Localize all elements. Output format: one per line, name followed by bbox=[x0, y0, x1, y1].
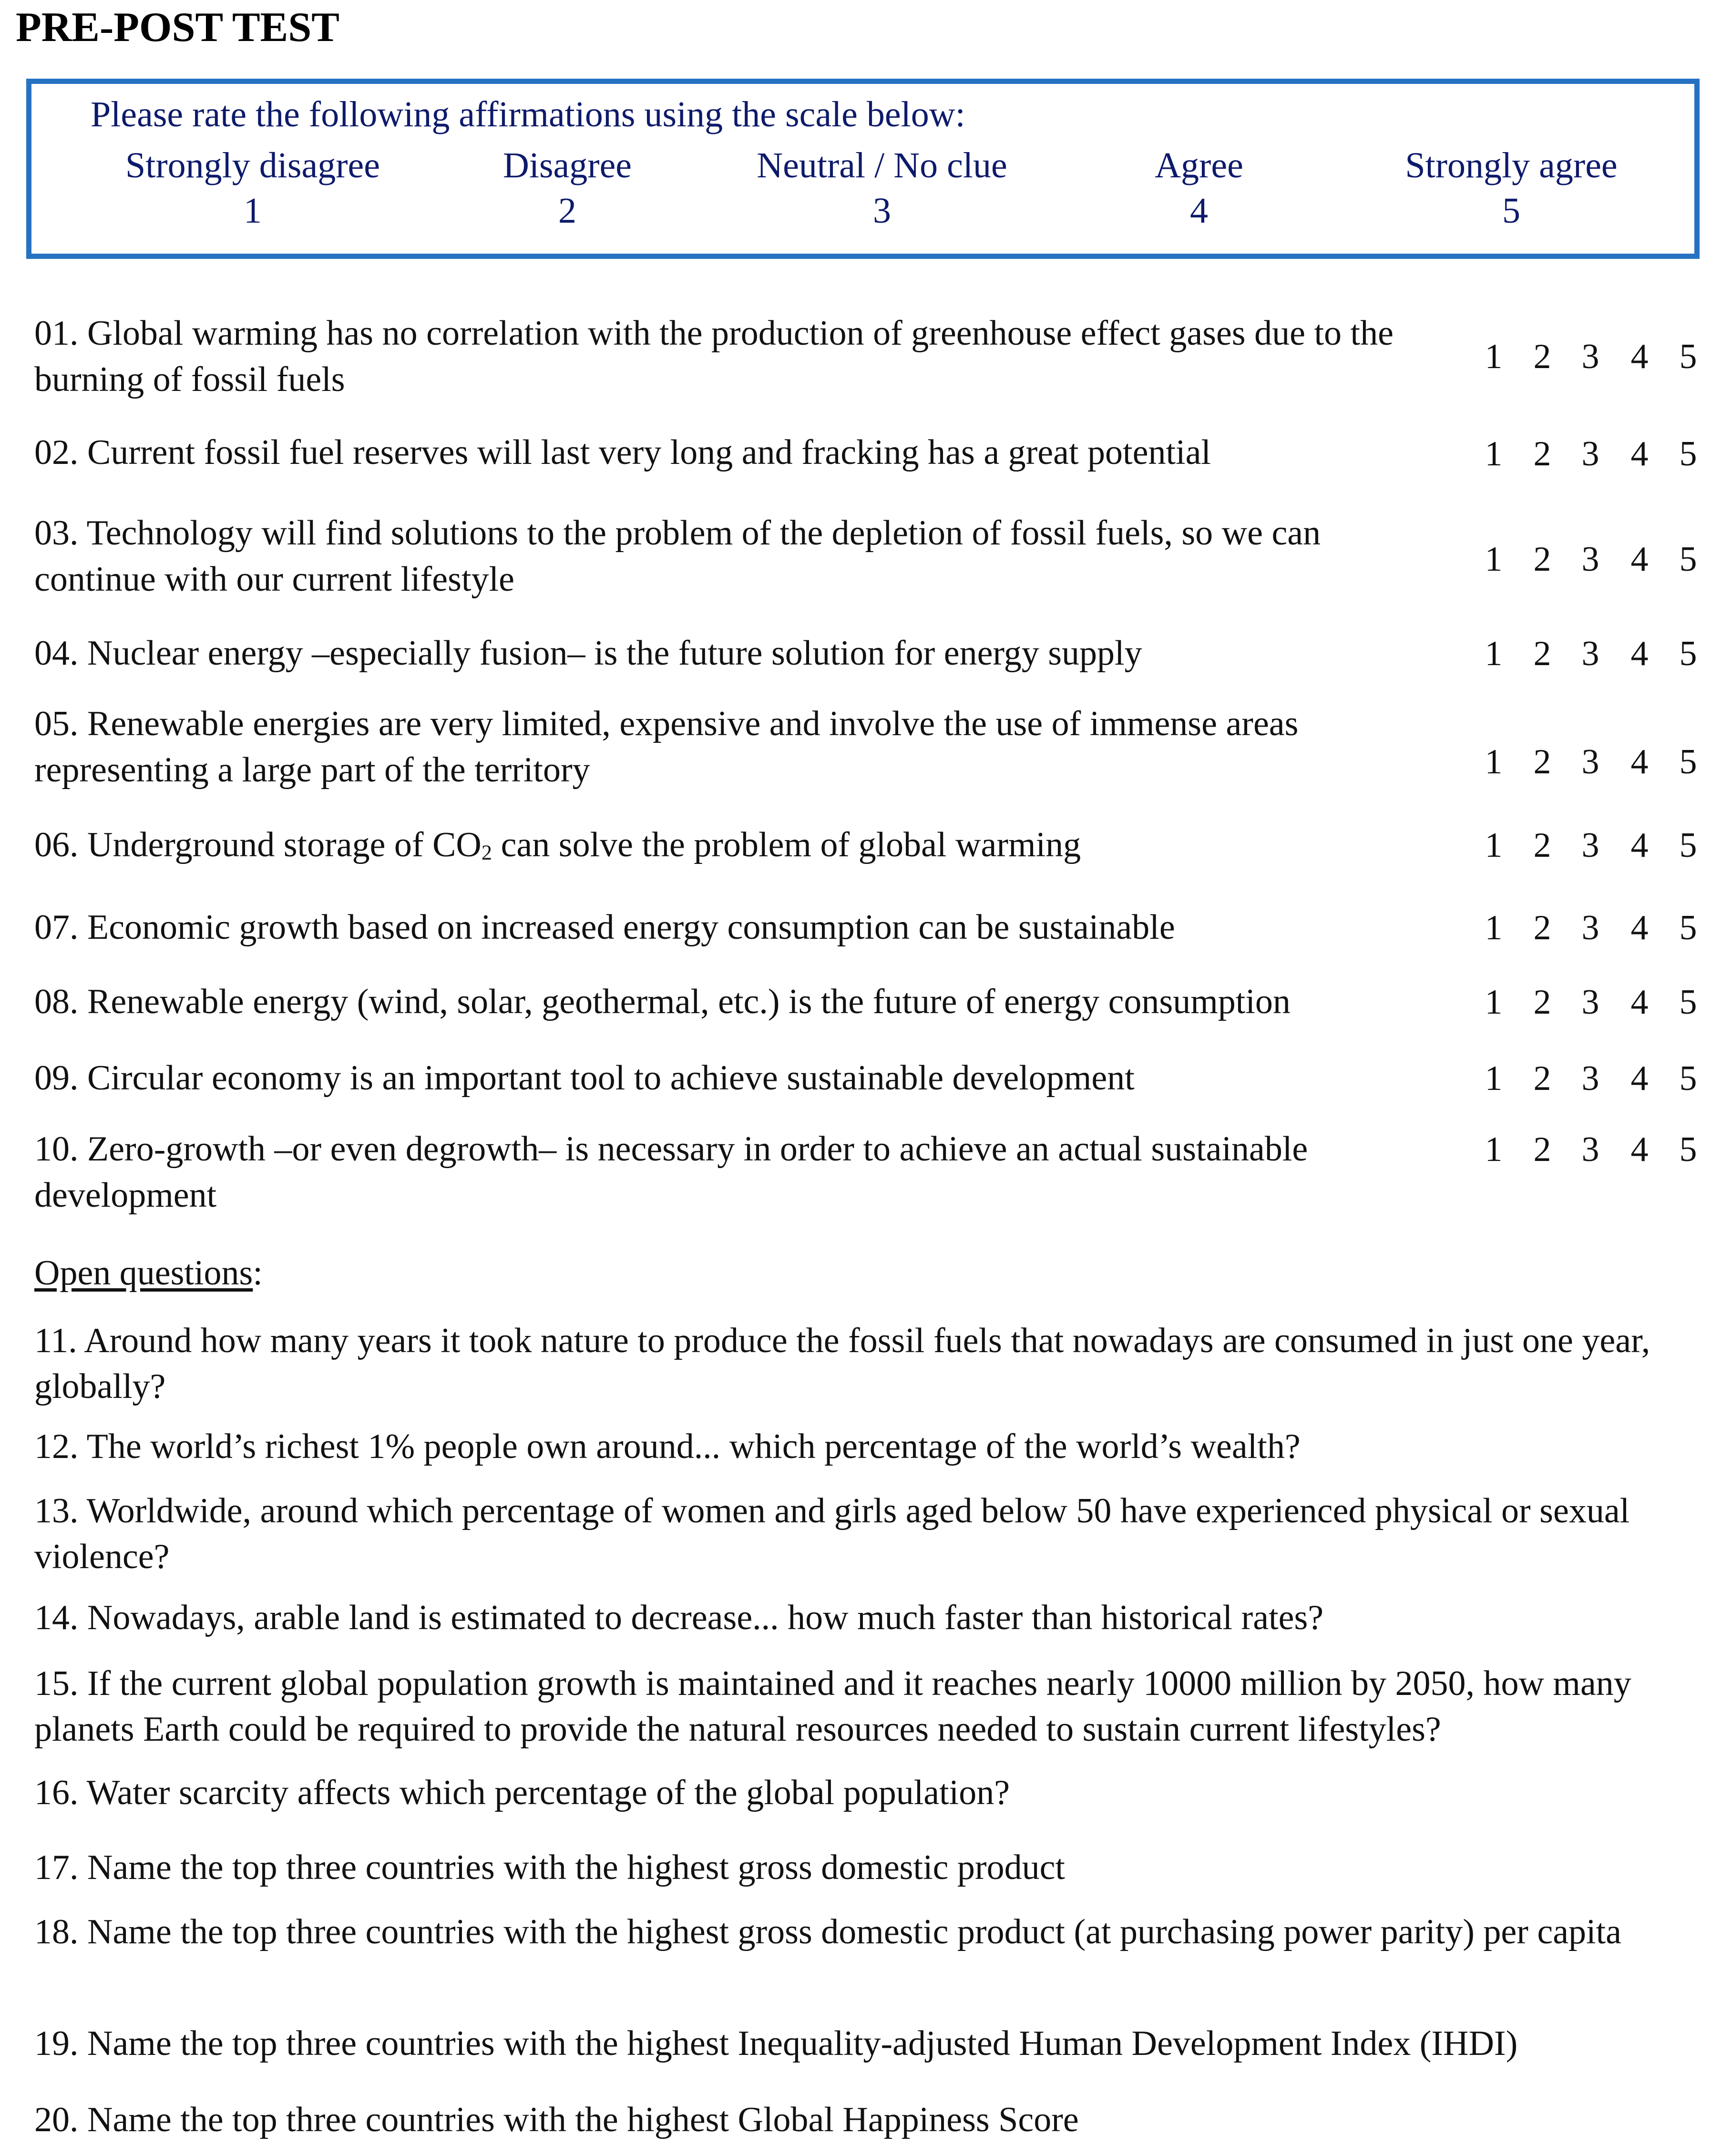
open-questions-heading-text: Open questions bbox=[34, 1253, 253, 1293]
scale-option-disagree bbox=[400, 143, 734, 234]
rating-option-5[interactable]: 5 bbox=[1679, 634, 1697, 673]
item-number: 12. bbox=[34, 1427, 79, 1466]
affirmation-03 bbox=[34, 510, 1417, 603]
item-number: 17. bbox=[34, 1848, 79, 1887]
affirmation-07 bbox=[34, 904, 1417, 951]
item-number: 01. bbox=[34, 314, 79, 353]
item-text: Current fossil fuel reserves will last very long and fracking has a great potential bbox=[87, 433, 1211, 472]
scale-value: 4 bbox=[1190, 191, 1208, 231]
open-question-15 bbox=[34, 1661, 1712, 1752]
rating-option-3[interactable]: 3 bbox=[1581, 337, 1599, 376]
scale-label: Agree bbox=[1155, 145, 1243, 185]
item-text: Economic growth based on increased energy consumption can be sustainable bbox=[87, 908, 1175, 947]
rating-row-07[interactable] bbox=[1476, 909, 1723, 947]
item-text: The world’s richest 1% people own around... which percentage of the world’s wealth? bbox=[86, 1427, 1301, 1466]
rating-option-2[interactable]: 2 bbox=[1533, 826, 1551, 865]
rating-option-1[interactable]: 1 bbox=[1485, 1059, 1503, 1098]
rating-option-1[interactable]: 1 bbox=[1485, 826, 1503, 865]
rating-option-3[interactable]: 3 bbox=[1581, 908, 1599, 947]
item-number: 19. bbox=[34, 2024, 79, 2063]
item-number: 06. bbox=[34, 825, 79, 864]
rating-option-5[interactable]: 5 bbox=[1679, 1059, 1697, 1098]
open-question-11 bbox=[34, 1318, 1712, 1409]
item-text: Circular economy is an important tool to achieve sustainable development bbox=[87, 1058, 1135, 1098]
item-number: 20. bbox=[34, 2100, 79, 2139]
item-number: 09. bbox=[34, 1058, 79, 1098]
item-text: Underground storage of CO bbox=[87, 825, 482, 864]
rating-option-2[interactable]: 2 bbox=[1533, 983, 1551, 1022]
item-number: 10. bbox=[34, 1129, 79, 1169]
item-text: Technology will find solutions to the problem of the depletion of fossil fuels, so we can continue with our current lifestyle bbox=[34, 513, 1321, 599]
rating-option-4[interactable]: 4 bbox=[1630, 908, 1649, 947]
item-text: Name the top three countries with the highest Global Happiness Score bbox=[87, 2100, 1079, 2139]
affirmation-05 bbox=[34, 701, 1417, 793]
item-text: Name the top three countries with the highest gross domestic product bbox=[87, 1848, 1065, 1887]
item-text: Nowadays, arable land is estimated to decrease... how much faster than historical rates? bbox=[87, 1598, 1324, 1637]
item-text: Renewable energies are very limited, expensive and involve the use of immense areas representing a large part of the territory bbox=[34, 704, 1299, 790]
open-question-17 bbox=[34, 1845, 1712, 1890]
scale-label: Strongly disagree bbox=[125, 145, 380, 185]
affirmation-04 bbox=[34, 630, 1417, 677]
scale-value: 5 bbox=[1502, 191, 1520, 231]
rating-option-1[interactable]: 1 bbox=[1485, 742, 1503, 781]
scale-option-neutral bbox=[715, 143, 1049, 234]
open-questions-heading bbox=[34, 1252, 263, 1294]
item-text: Renewable energy (wind, solar, geothermal, etc.) is the future of energy consumption bbox=[87, 982, 1291, 1021]
item-number: 14. bbox=[34, 1598, 79, 1637]
item-text: Around how many years it took nature to produce the fossil fuels that nowadays are consumed in just one year, globally? bbox=[34, 1321, 1650, 1406]
scale-option-strongly-agree bbox=[1344, 143, 1678, 234]
rating-option-1[interactable]: 1 bbox=[1485, 634, 1503, 673]
scale-label: Disagree bbox=[502, 145, 632, 185]
item-number: 16. bbox=[34, 1773, 79, 1812]
item-text: Zero-growth –or even degrowth– is necessary in order to achieve an actual sustainable development bbox=[34, 1129, 1308, 1215]
rating-option-5[interactable]: 5 bbox=[1679, 540, 1697, 579]
rating-option-2[interactable]: 2 bbox=[1533, 908, 1551, 947]
rating-option-1[interactable]: 1 bbox=[1485, 1130, 1503, 1169]
item-text: Water scarcity affects which percentage of the global population? bbox=[86, 1773, 1010, 1812]
open-question-13 bbox=[34, 1488, 1712, 1580]
rating-option-3[interactable]: 3 bbox=[1581, 634, 1599, 673]
rating-option-5[interactable]: 5 bbox=[1679, 983, 1697, 1022]
page-title: PRE-POST TEST bbox=[16, 4, 339, 51]
rating-option-4[interactable]: 4 bbox=[1630, 634, 1649, 673]
affirmation-01 bbox=[34, 310, 1417, 403]
scale-label: Neutral / No clue bbox=[757, 145, 1007, 185]
scale-option-agree bbox=[1032, 143, 1366, 234]
item-number: 18. bbox=[34, 1912, 79, 1951]
rating-option-4[interactable]: 4 bbox=[1630, 983, 1649, 1022]
rating-row-08[interactable] bbox=[1476, 983, 1723, 1021]
rating-row-02[interactable] bbox=[1476, 435, 1723, 473]
rating-option-1[interactable]: 1 bbox=[1485, 434, 1503, 473]
rating-row-04[interactable] bbox=[1476, 635, 1723, 673]
rating-option-3[interactable]: 3 bbox=[1581, 826, 1599, 865]
item-number: 02. bbox=[34, 433, 79, 472]
rating-row-03[interactable] bbox=[1476, 540, 1723, 578]
rating-option-3[interactable]: 3 bbox=[1581, 983, 1599, 1022]
item-text: Worldwide, around which percentage of women and girls aged below 50 have experienced physical or sexual violence? bbox=[34, 1491, 1630, 1576]
affirmation-08 bbox=[34, 979, 1465, 1025]
heading-colon: : bbox=[253, 1253, 263, 1293]
rating-option-4[interactable]: 4 bbox=[1630, 540, 1649, 579]
item-number: 13. bbox=[34, 1491, 79, 1530]
scale-label: Strongly agree bbox=[1405, 145, 1618, 185]
rating-row-09[interactable] bbox=[1476, 1059, 1723, 1098]
rating-option-2[interactable]: 2 bbox=[1533, 1059, 1551, 1098]
rating-option-5[interactable]: 5 bbox=[1679, 337, 1697, 376]
item-text: Nuclear energy –especially fusion– is the future solution for energy supply bbox=[87, 634, 1142, 673]
rating-option-1[interactable]: 1 bbox=[1485, 908, 1503, 947]
item-text: If the current global population growth is maintained and it reaches nearly 10000 million by 2050, how many planets Earth could be required to provide the natural resources needed to sustain current lifestyles? bbox=[34, 1664, 1631, 1749]
scale-value: 1 bbox=[244, 191, 262, 231]
scale-instructions: Please rate the following affirmations using the scale below: bbox=[91, 94, 965, 134]
rating-option-5[interactable]: 5 bbox=[1679, 434, 1697, 473]
rating-option-1[interactable]: 1 bbox=[1485, 983, 1503, 1022]
affirmation-10 bbox=[34, 1126, 1322, 1219]
rating-option-5[interactable]: 5 bbox=[1679, 826, 1697, 865]
rating-option-4[interactable]: 4 bbox=[1630, 434, 1649, 473]
rating-option-4[interactable]: 4 bbox=[1630, 826, 1649, 865]
rating-option-3[interactable]: 3 bbox=[1581, 540, 1599, 579]
rating-option-3[interactable]: 3 bbox=[1581, 1130, 1599, 1169]
scale-value: 2 bbox=[558, 191, 576, 231]
rating-option-2[interactable]: 2 bbox=[1533, 1130, 1551, 1169]
rating-option-4[interactable]: 4 bbox=[1630, 742, 1649, 781]
item-text: Global warming has no correlation with the production of greenhouse effect gases due to the burning of fossil fuels bbox=[34, 314, 1394, 399]
rating-option-3[interactable]: 3 bbox=[1581, 1059, 1599, 1098]
open-question-20 bbox=[34, 2097, 1712, 2143]
item-text: Name the top three countries with the highest Inequality-adjusted Human Development Index (IHDI) bbox=[87, 2024, 1518, 2063]
item-number: 15. bbox=[34, 1664, 79, 1703]
rating-option-2[interactable]: 2 bbox=[1533, 742, 1551, 781]
rating-option-5[interactable]: 5 bbox=[1679, 742, 1697, 781]
affirmation-06 bbox=[34, 822, 1417, 868]
item-text-continued: can solve the problem of global warming bbox=[492, 825, 1081, 864]
item-number: 08. bbox=[34, 982, 79, 1021]
item-number: 05. bbox=[34, 704, 79, 743]
subscript-2: 2 bbox=[481, 840, 492, 864]
rating-option-5[interactable]: 5 bbox=[1679, 1130, 1697, 1169]
rating-option-4[interactable]: 4 bbox=[1630, 337, 1649, 376]
rating-option-5[interactable]: 5 bbox=[1679, 908, 1697, 947]
rating-row-06[interactable] bbox=[1476, 826, 1723, 864]
rating-option-2[interactable]: 2 bbox=[1533, 434, 1551, 473]
scale-value: 3 bbox=[873, 191, 891, 231]
affirmation-02 bbox=[34, 430, 1417, 476]
item-number: 11. bbox=[34, 1321, 77, 1360]
item-text: Name the top three countries with the highest gross domestic product (at purchasing power parity) per capita bbox=[87, 1912, 1622, 1951]
item-number: 07. bbox=[34, 908, 79, 947]
item-number: 03. bbox=[34, 513, 79, 553]
open-question-14 bbox=[34, 1595, 1712, 1641]
item-number: 04. bbox=[34, 634, 79, 673]
open-question-12 bbox=[34, 1424, 1712, 1469]
rating-option-2[interactable]: 2 bbox=[1533, 337, 1551, 376]
rating-option-2[interactable]: 2 bbox=[1533, 634, 1551, 673]
scale-option-strongly-disagree bbox=[86, 143, 420, 234]
rating-row-01[interactable] bbox=[1476, 338, 1723, 376]
rating-option-1[interactable]: 1 bbox=[1485, 337, 1503, 376]
affirmation-09 bbox=[34, 1055, 1417, 1101]
open-question-18 bbox=[34, 1909, 1712, 1955]
rating-option-2[interactable]: 2 bbox=[1533, 540, 1551, 579]
rating-option-3[interactable]: 3 bbox=[1581, 434, 1599, 473]
open-question-16 bbox=[34, 1770, 1712, 1816]
rating-option-4[interactable]: 4 bbox=[1630, 1130, 1649, 1169]
rating-option-3[interactable]: 3 bbox=[1581, 742, 1599, 781]
rating-row-10[interactable] bbox=[1476, 1130, 1723, 1169]
rating-option-1[interactable]: 1 bbox=[1485, 540, 1503, 579]
open-question-19 bbox=[34, 2021, 1712, 2066]
rating-option-4[interactable]: 4 bbox=[1630, 1059, 1649, 1098]
rating-row-05[interactable] bbox=[1476, 743, 1723, 781]
